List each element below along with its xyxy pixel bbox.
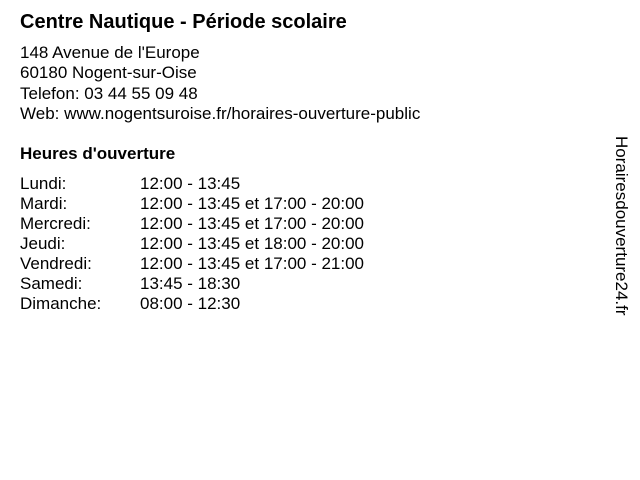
site-watermark: Horairesdouverture24.fr — [612, 136, 631, 316]
day-label: Dimanche: — [20, 294, 102, 313]
day-label: Samedi: — [20, 274, 83, 293]
day-label: Jeudi: — [20, 234, 66, 253]
time-range: 12:00 - 13:45 et 17:00 - 21:00 — [140, 254, 365, 273]
time-range: 12:00 - 13:45 et 17:00 - 20:00 — [140, 194, 365, 213]
day-label: Mercredi: — [20, 214, 91, 233]
time-range: 08:00 - 12:30 — [140, 294, 241, 313]
day-label: Vendredi: — [20, 254, 92, 273]
day-label: Mardi: — [20, 194, 68, 213]
day-label: Lundi: — [20, 174, 67, 193]
opening-hours-heading: Heures d'ouverture — [20, 144, 176, 163]
phone-number: Telefon: 03 44 55 09 48 — [20, 83, 198, 103]
time-range: 12:00 - 13:45 et 18:00 - 20:00 — [140, 234, 365, 253]
page-title: Centre Nautique - Période scolaire — [20, 11, 347, 33]
address-street: 148 Avenue de l'Europe — [20, 43, 200, 62]
time-range: 12:00 - 13:45 et 17:00 - 20:00 — [140, 214, 365, 233]
address-block — [20, 43, 420, 124]
time-range: 13:45 - 18:30 — [140, 274, 241, 293]
website-link[interactable]: Web: www.nogentsuroise.fr/horaires-ouverture-public — [20, 103, 421, 123]
time-range: 12:00 - 13:45 — [140, 174, 241, 193]
address-city: 60180 Nogent-sur-Oise — [20, 63, 197, 83]
